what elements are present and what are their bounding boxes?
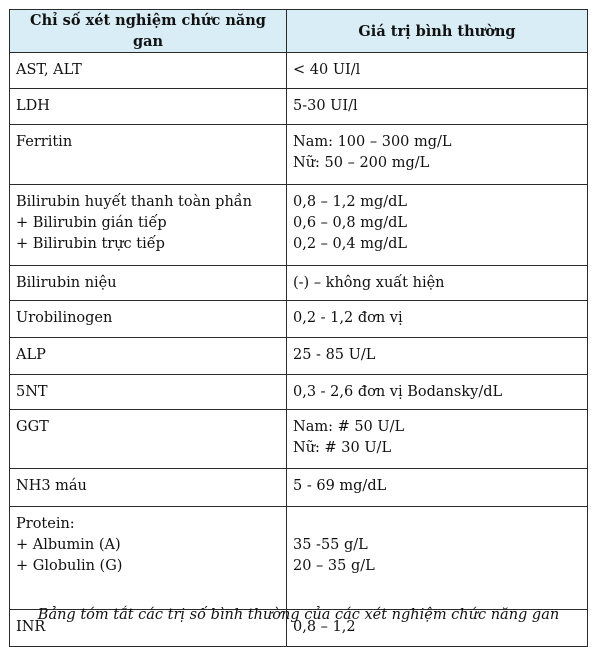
table-row	[10, 507, 588, 610]
table-row	[10, 301, 588, 338]
header-normal-value: Giá trị bình thường	[287, 10, 588, 53]
indicator-line: + Albumin (A)	[16, 537, 121, 553]
value-line: 0,8 – 1,2	[293, 619, 356, 635]
table-row	[10, 125, 588, 185]
indicator-cell	[10, 125, 287, 185]
value-cell	[287, 301, 588, 338]
value-line: 35 -55 g/L	[293, 537, 368, 553]
table-row	[10, 410, 588, 469]
indicator-line: + Globulin (G)	[16, 558, 123, 574]
indicator-line: NH3 máu	[16, 478, 87, 494]
indicator-line: Ferritin	[16, 134, 73, 150]
indicator-line: Protein:	[16, 516, 75, 532]
indicator-line: Bilirubin niệu	[16, 275, 117, 291]
value-line: 20 – 35 g/L	[293, 558, 375, 574]
value-cell	[287, 266, 588, 301]
value-line: < 40 UI/l	[293, 62, 361, 78]
indicator-line: GGT	[16, 419, 49, 435]
value-line: Nữ: # 30 U/L	[293, 440, 392, 456]
indicator-cell	[10, 185, 287, 266]
indicator-line: + Bilirubin gián tiếp	[16, 215, 167, 231]
indicator-line: 5NT	[16, 384, 48, 400]
table-row	[10, 469, 588, 507]
indicator-line: Bilirubin huyết thanh toàn phần	[16, 194, 253, 210]
indicator-cell	[10, 375, 287, 410]
value-line: Nam: # 50 U/L	[293, 419, 405, 435]
table-row	[10, 185, 588, 266]
value-cell	[287, 338, 588, 375]
value-cell	[287, 125, 588, 185]
indicator-cell	[10, 338, 287, 375]
table-caption: Bảng tóm tắt các trị số bình thường của các xét nghiệm chức năng gan	[37, 607, 560, 623]
value-cell	[287, 89, 588, 125]
table-header-row	[10, 10, 588, 53]
value-cell	[287, 469, 588, 507]
indicator-cell	[10, 507, 287, 610]
value-line: 5-30 UI/l	[293, 98, 358, 114]
value-line: 0,8 – 1,2 mg/dL	[293, 194, 408, 210]
indicator-cell	[10, 301, 287, 338]
liver-function-table	[9, 9, 588, 647]
indicator-line: LDH	[16, 98, 50, 114]
value-line: 0,3 - 2,6 đơn vị Bodansky/dL	[293, 384, 503, 400]
value-line: Nam: 100 – 300 mg/L	[293, 134, 452, 150]
table-row	[10, 266, 588, 301]
indicator-line: ALP	[16, 347, 46, 363]
value-line: (-) – không xuất hiện	[293, 275, 445, 291]
value-line: 5 - 69 mg/dL	[293, 478, 387, 494]
table-row	[10, 89, 588, 125]
indicator-line: + Bilirubin trực tiếp	[16, 236, 165, 252]
table-row	[10, 375, 588, 410]
indicator-cell	[10, 469, 287, 507]
value-cell	[287, 53, 588, 89]
value-cell	[287, 410, 588, 469]
indicator-cell	[10, 266, 287, 301]
indicator-cell	[10, 53, 287, 89]
indicator-cell	[10, 410, 287, 469]
value-cell	[287, 185, 588, 266]
value-line: 0,2 - 1,2 đơn vị	[293, 310, 403, 326]
value-cell	[287, 507, 588, 610]
indicator-line: INR	[16, 619, 46, 635]
header-indicator: Chỉ số xét nghiệm chức năng gan	[10, 10, 287, 53]
indicator-line: AST, ALT	[16, 62, 82, 78]
indicator-line: Urobilinogen	[16, 310, 113, 326]
value-cell	[287, 375, 588, 410]
value-line: 25 - 85 U/L	[293, 347, 376, 363]
value-line: Nữ: 50 – 200 mg/L	[293, 155, 430, 171]
indicator-cell	[10, 89, 287, 125]
value-line: 0,6 – 0,8 mg/dL	[293, 215, 408, 231]
table-row	[10, 53, 588, 89]
value-line: 0,2 – 0,4 mg/dL	[293, 236, 408, 252]
table-row	[10, 338, 588, 375]
